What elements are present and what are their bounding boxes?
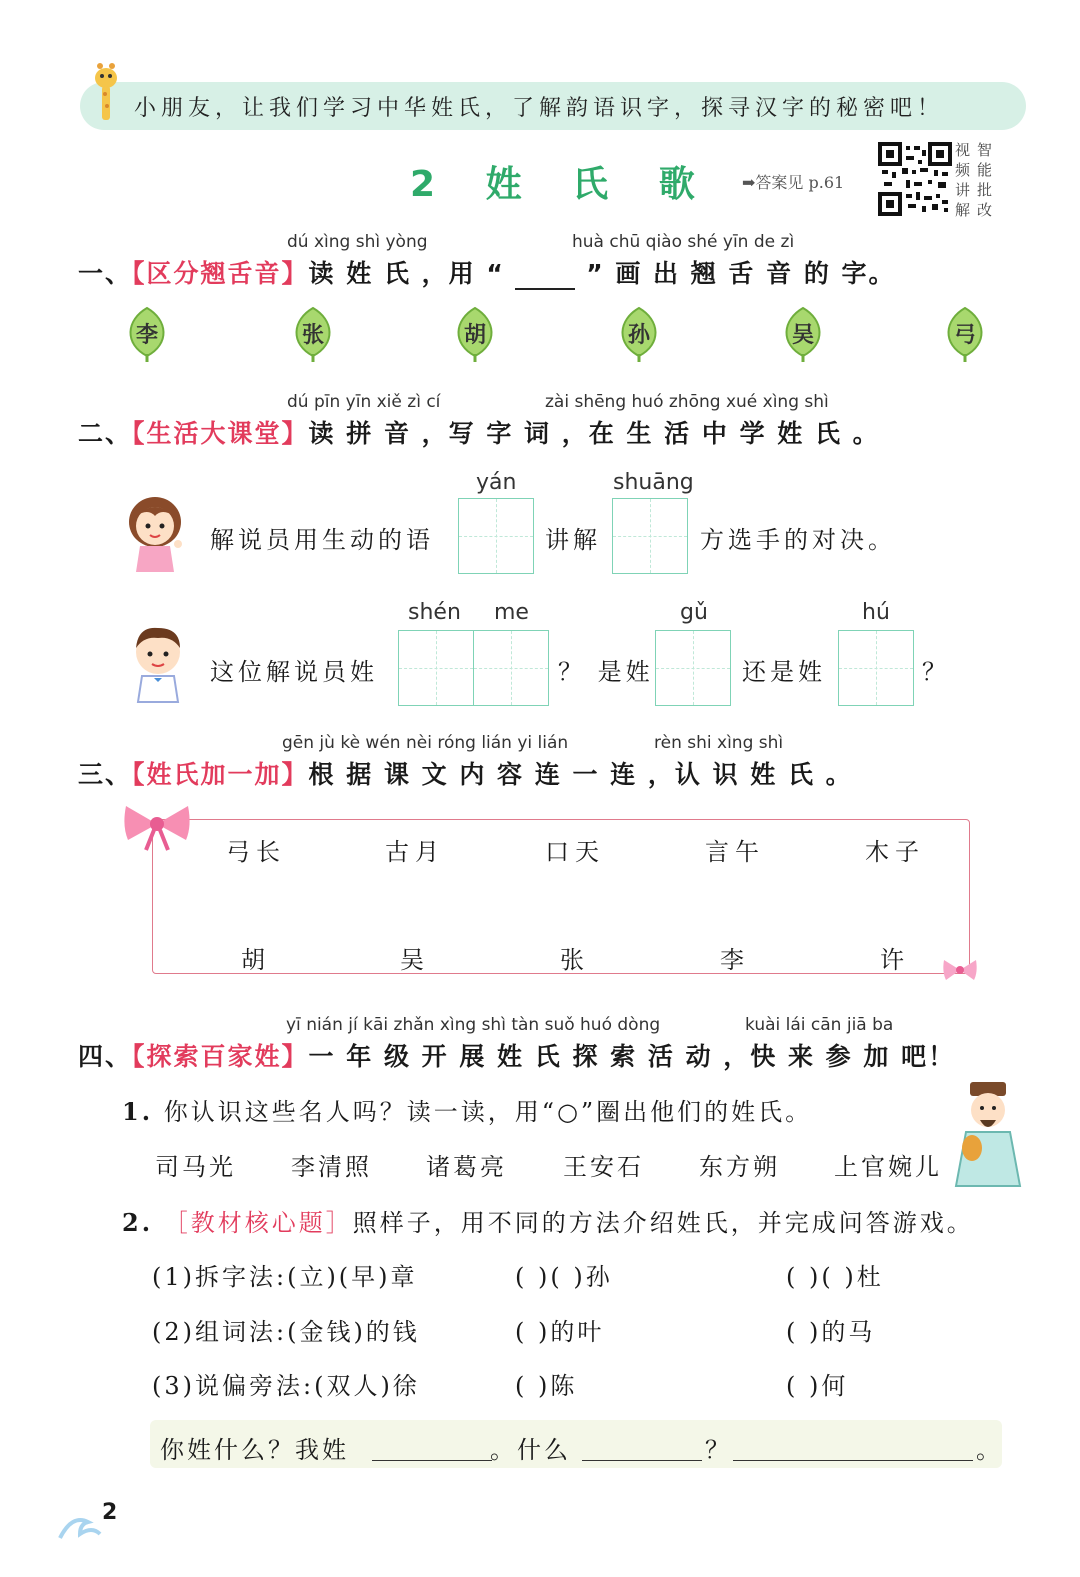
blank-pinyin: yán	[476, 470, 517, 495]
title-char-3: 歌	[658, 164, 695, 205]
answer-reference: ➡答案见 p.61	[742, 173, 845, 192]
celebrity-name[interactable]: 司马光	[155, 1153, 236, 1181]
method-answer[interactable]: ( )何	[786, 1372, 849, 1400]
lesson-number: 2	[410, 164, 436, 205]
question-1-text: 你认识这些名人吗？读一读，用“○”圈出他们的姓氏。	[163, 1098, 813, 1126]
section4-heading	[78, 1037, 955, 1073]
section1-heading	[78, 254, 896, 290]
surname-char[interactable]: 胡	[241, 946, 271, 974]
component-pair[interactable]: 弓长	[226, 838, 286, 866]
surname-char[interactable]: 许	[880, 946, 910, 974]
title-char-2: 氏	[572, 164, 609, 205]
method-answer[interactable]: ( )陈	[515, 1372, 578, 1400]
question-number: 2.	[122, 1208, 154, 1237]
scholar-figure	[950, 1078, 1026, 1188]
section4-instruction: 一 年 级 开 展 姓 氏 探 索 活 动 ，快 来 参 加 吧！	[308, 1042, 956, 1071]
section1-instruction-end: ” 画 出 翘 舌 音 的 字。	[575, 259, 896, 288]
underline-sample	[515, 268, 575, 290]
lesson-title	[410, 156, 733, 207]
component-pair[interactable]: 木子	[865, 838, 925, 866]
core-question-tag: ［教材核心题］	[163, 1209, 353, 1237]
method-answer[interactable]: ( )( )杜	[786, 1263, 884, 1291]
celebrity-name[interactable]: 王安石	[563, 1153, 644, 1181]
leaf-char[interactable]: 吴	[791, 322, 814, 348]
wave-decoration-icon	[58, 1508, 102, 1542]
surname-char[interactable]: 李	[720, 946, 750, 974]
sentence-2-middle: 还是姓	[742, 658, 826, 686]
sentence-2-start: 这位解说员姓	[210, 658, 378, 686]
qr-caption-char: 频	[955, 161, 971, 179]
tian-grid-box[interactable]	[612, 498, 688, 574]
dialog-part-1: 你姓什么？我姓	[160, 1436, 349, 1464]
tian-grid-box[interactable]	[473, 630, 549, 706]
blank-pinyin: gǔ	[680, 600, 708, 625]
qr-caption-char: 能	[977, 161, 993, 179]
section2-instruction: 读 拼 音 ，写 字 词 ，在 生 活 中 学 姓 氏 。	[308, 419, 880, 448]
section3-pinyin-1: gēn jù kè wén nèi róng lián yi lián	[282, 733, 569, 753]
section4-pinyin-1: yī nián jí kāi zhǎn xìng shì tàn suǒ huó dòng	[286, 1015, 661, 1035]
qr-caption-char: 批	[977, 181, 993, 199]
method-answer[interactable]: ( )的马	[786, 1318, 876, 1346]
leaf-char[interactable]: 孙	[627, 322, 650, 348]
component-pair[interactable]: 言午	[705, 838, 765, 866]
method-answer[interactable]: ( )的叶	[515, 1318, 605, 1346]
sentence-2-end: ？	[922, 658, 950, 686]
surname-char[interactable]: 张	[560, 946, 590, 974]
method-label: (2)组词法:(金钱)的钱	[152, 1318, 420, 1346]
question-2	[122, 1203, 974, 1238]
page-number: 2	[102, 1500, 118, 1525]
section4-tag: 【探索百家姓】	[132, 1042, 309, 1071]
section3-heading	[78, 755, 853, 791]
surname-char[interactable]: 吴	[400, 946, 430, 974]
blank-pinyin: hú	[862, 600, 890, 625]
question-2-text: 照样子，用不同的方法介绍姓氏，并完成问答游戏。	[352, 1209, 974, 1237]
section1-tag: 【区分翘舌音】	[132, 259, 309, 288]
celebrity-name[interactable]: 东方朔	[699, 1153, 780, 1181]
girl-avatar	[122, 494, 188, 574]
section2-heading	[78, 414, 880, 450]
sentence-2-question: ？ 是姓	[558, 658, 654, 686]
tian-grid-box[interactable]	[398, 630, 474, 706]
section-prefix: 四、	[78, 1042, 133, 1071]
section4-pinyin-2: kuài lái cān jiā ba	[745, 1015, 894, 1035]
section1-pinyin-1: dú xìng shì yòng	[287, 232, 428, 252]
blank-pinyin: me	[494, 600, 529, 625]
section2-pinyin-2: zài shēng huó zhōng xué xìng shì	[545, 392, 829, 412]
tian-grid-box[interactable]	[655, 630, 731, 706]
bow-icon	[122, 800, 192, 852]
qr-caption-char: 视	[955, 141, 971, 159]
celebrity-name[interactable]: 上官婉儿	[834, 1153, 942, 1181]
intro-banner-text: 小朋友，让我们学习中华姓氏，了解韵语识字，探寻汉字的秘密吧！	[134, 96, 945, 121]
tian-grid-box[interactable]	[458, 498, 534, 574]
sentence-1-end: 方选手的对决。	[700, 526, 896, 554]
giraffe-icon	[88, 60, 128, 124]
method-label: (1)拆字法:(立)(早)章	[152, 1263, 418, 1291]
qr-code-icon[interactable]	[878, 142, 952, 216]
component-pair[interactable]: 口天	[545, 838, 605, 866]
section3-instruction: 根 据 课 文 内 容 连 一 连 ，认 识 姓 氏 。	[308, 760, 853, 789]
leaf-char[interactable]: 张	[301, 322, 324, 348]
leaf-char[interactable]: 胡	[463, 322, 486, 348]
method-label: (3)说偏旁法:(双人)徐	[152, 1372, 420, 1400]
question-number: 1.	[122, 1097, 154, 1126]
section2-pinyin-1: dú pīn yīn xiě zì cí	[287, 392, 441, 412]
boy-avatar	[128, 624, 188, 704]
qr-caption-char: 智	[977, 141, 993, 159]
leaf-char[interactable]: 弓	[953, 322, 976, 348]
section1-pinyin-2: huà chū qiào shé yīn de zì	[572, 232, 795, 252]
section2-tag: 【生活大课堂】	[132, 419, 309, 448]
qr-caption-char: 改	[977, 201, 993, 219]
answer-line[interactable]	[372, 1460, 492, 1461]
qr-caption-char: 讲	[955, 181, 971, 199]
method-answer[interactable]: ( )( )孙	[515, 1263, 613, 1291]
section-prefix: 三、	[78, 760, 133, 789]
celebrity-name[interactable]: 诸葛亮	[426, 1153, 507, 1181]
sentence-1-middle: 讲解	[545, 526, 601, 554]
blank-pinyin: shén	[408, 600, 461, 625]
answer-line[interactable]	[733, 1460, 973, 1461]
dialog-part-2: 。什么	[490, 1436, 571, 1464]
section-prefix: 二、	[78, 419, 133, 448]
blank-pinyin: shuāng	[613, 470, 694, 495]
qr-caption	[955, 140, 1001, 220]
section3-pinyin-2: rèn shi xìng shì	[654, 733, 784, 753]
section-prefix: 一、	[78, 259, 133, 288]
section3-tag: 【姓氏加一加】	[132, 760, 309, 789]
sentence-1-start: 解说员用生动的语	[210, 526, 434, 554]
tian-grid-box[interactable]	[838, 630, 914, 706]
leaf-char[interactable]: 李	[135, 322, 158, 348]
question-1	[122, 1092, 812, 1127]
celebrity-name[interactable]: 李清照	[291, 1153, 372, 1181]
dialog-part-4: 。	[976, 1436, 1003, 1464]
qr-caption-char: 解	[955, 201, 971, 219]
answer-line[interactable]	[582, 1460, 702, 1461]
title-char-1: 姓	[485, 164, 522, 205]
section1-instruction: 读 姓 氏 ，用 “	[308, 259, 516, 288]
dialog-part-3: ？	[705, 1436, 732, 1464]
component-pair[interactable]: 古月	[385, 838, 445, 866]
